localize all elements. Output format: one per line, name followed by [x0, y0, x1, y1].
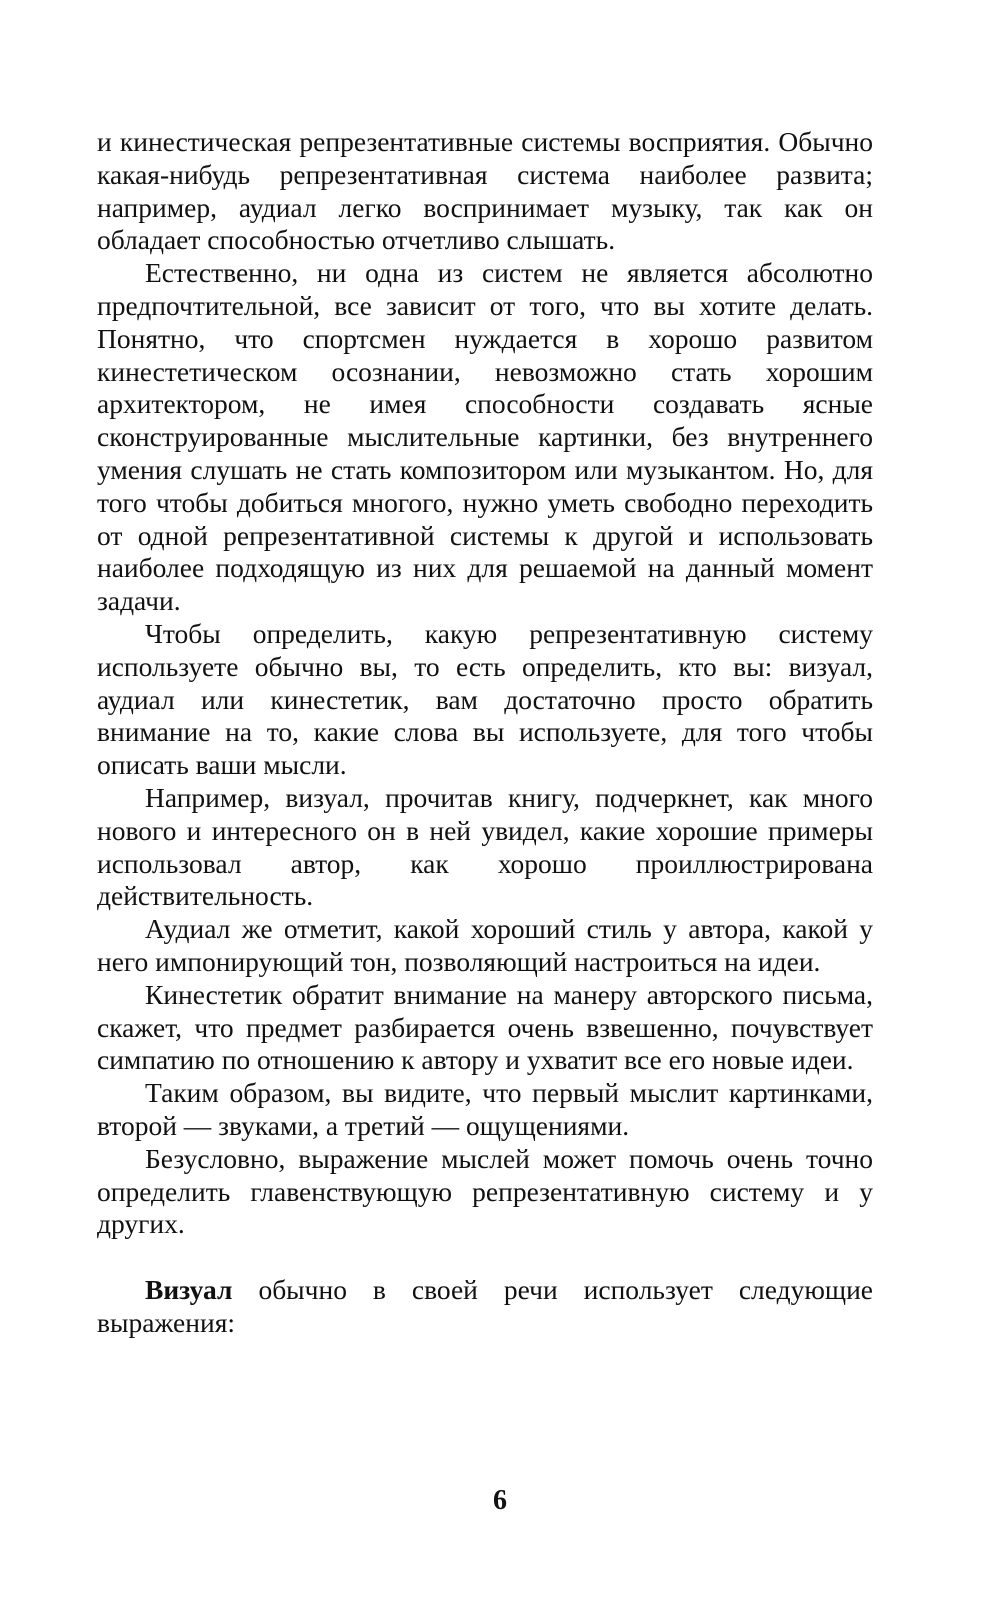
paragraph: Аудиал же отметит, какой хороший стиль у автора, какой у него импонирующий тон, позволяющий настроиться на идеи. — [97, 913, 873, 977]
paragraph: Таким образом, вы видите, что первый мыслит картинками, второй — звуками, а третий — ощущениями. — [97, 1077, 873, 1141]
paragraph-visual-intro — [97, 1274, 873, 1340]
paragraph: Чтобы определить, какую репрезентативную систему используете обычно вы, то есть определить, кто вы: визуал, аудиал или кинестетик, вам достаточно просто обратить внимание на то, какие слова вы используете, для того чтобы описать ваши мысли. — [97, 617, 873, 781]
paragraph: Например, визуал, прочитав книгу, подчеркнет, как много нового и интересного он в ней увидел, какие хорошие примеры использовал автор, как хорошо проиллюстрирована действительность. — [97, 781, 873, 912]
paragraph-continuation: и кинестическая репрезентативные системы восприятия. Обычно какая-нибудь репрезентативная система наиболее развита; например, аудиал легко воспринимает музыку, так как он обладает способностью отчетливо слышать. — [97, 126, 873, 256]
body-text — [97, 126, 873, 1339]
paragraph: Кинестетик обратит внимание на манеру авторского письма, скажет, что предмет разбирается очень взвешенно, почувствует симпатию по отношению к автору и ухватит все его новые идеи. — [97, 978, 873, 1076]
bold-term: Визуал — [145, 1273, 233, 1305]
paragraph: Естественно, ни одна из систем не является абсолютно предпочтительной, все зависит от того, что вы хотите делать. Понятно, что спортсмен нуждается в хорошо развитом кинестетическом осознании, невозможно стать хорошим архитектором, не имея способности создавать ясные сконструированные мыслительные картинки, без внутреннего умения слушать не стать композитором или музыкантом. Но, для того чтобы добиться многого, нужно уметь свободно переходить от одной репрезентативной системы к другой и использовать наиболее подходящую из них для решаемой на данный момент задачи. — [97, 257, 873, 617]
paragraph: Безусловно, выражение мыслей может помочь очень точно определить главенствующую репрезентативную систему и у других. — [97, 1142, 873, 1240]
paragraph-gap — [97, 1241, 873, 1274]
paragraph-text: обычно в своей речи использует следующие выражения: — [97, 1273, 873, 1338]
page-number: 6 — [493, 1485, 507, 1516]
